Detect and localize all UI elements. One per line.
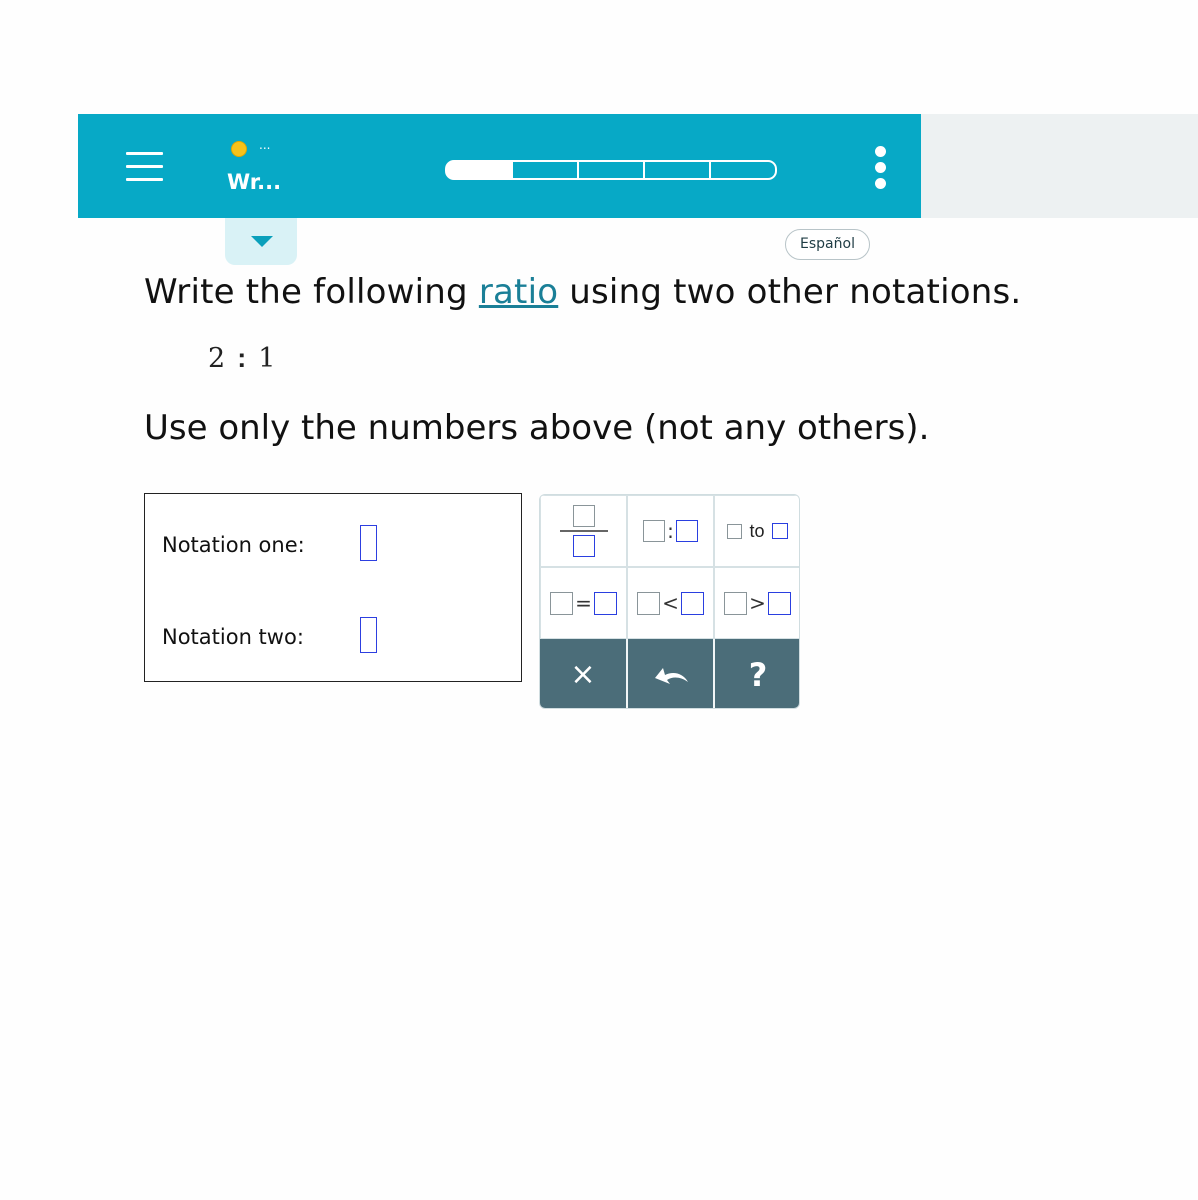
given-ratio bbox=[208, 343, 275, 374]
progress-segment bbox=[511, 160, 579, 180]
box-icon bbox=[727, 524, 742, 539]
progress-segment bbox=[643, 160, 711, 180]
question-prefix: Write the following bbox=[144, 272, 479, 312]
clear-button[interactable] bbox=[540, 639, 626, 709]
answer-box bbox=[144, 493, 522, 682]
expand-details-button[interactable] bbox=[225, 218, 297, 265]
box-icon bbox=[550, 592, 573, 615]
help-icon: ? bbox=[748, 655, 768, 694]
topic-title[interactable]: Wr... bbox=[227, 170, 282, 194]
box-icon bbox=[637, 592, 660, 615]
status-text: ... bbox=[259, 138, 271, 152]
to-word: to bbox=[749, 520, 765, 541]
instruction-text: Use only the numbers above (not any others). bbox=[144, 408, 930, 448]
help-button[interactable] bbox=[715, 639, 800, 709]
to-notation-key[interactable] bbox=[714, 495, 800, 567]
question-text bbox=[144, 272, 1021, 312]
undo-icon bbox=[651, 662, 691, 688]
hamburger-menu-icon[interactable] bbox=[126, 152, 163, 182]
progress-segment bbox=[445, 160, 513, 180]
less-than-key[interactable] bbox=[627, 567, 714, 639]
numerator-box-icon bbox=[573, 505, 595, 527]
undo-button[interactable] bbox=[628, 639, 713, 709]
colon-symbol: : bbox=[667, 519, 674, 543]
notation-two-field-wrap bbox=[145, 617, 521, 657]
progress-segment bbox=[709, 160, 777, 180]
box-icon bbox=[724, 592, 747, 615]
fraction-key[interactable] bbox=[540, 495, 627, 567]
notation-two-label: Notation two: bbox=[162, 625, 304, 649]
greater-than-key[interactable] bbox=[714, 567, 800, 639]
box-icon bbox=[681, 592, 704, 615]
notation-one-field-wrap bbox=[145, 525, 521, 565]
notation-one-input[interactable] bbox=[360, 525, 377, 561]
greater-than-symbol: > bbox=[749, 591, 766, 615]
equals-key[interactable] bbox=[540, 567, 627, 639]
box-icon bbox=[768, 592, 791, 615]
espanol-button[interactable]: Español bbox=[785, 229, 870, 260]
more-options-icon[interactable] bbox=[872, 146, 888, 190]
status-dot-icon bbox=[231, 141, 247, 157]
denominator-box-icon bbox=[573, 535, 595, 557]
progress-bar bbox=[445, 160, 775, 180]
colon-notation-key[interactable] bbox=[627, 495, 714, 567]
caret-down-icon bbox=[251, 236, 273, 247]
box-icon bbox=[643, 520, 665, 542]
math-keypad bbox=[539, 494, 800, 709]
box-icon bbox=[772, 523, 788, 539]
clear-icon: × bbox=[570, 657, 596, 692]
equals-symbol: = bbox=[575, 591, 592, 615]
less-than-symbol: < bbox=[662, 591, 679, 615]
notation-two-input[interactable] bbox=[360, 617, 377, 653]
progress-segment bbox=[577, 160, 645, 180]
question-suffix: using two other notations. bbox=[558, 272, 1022, 312]
notation-one-label: Notation one: bbox=[162, 533, 305, 557]
ratio-left: 2 bbox=[208, 343, 226, 374]
ratio-right: 1 bbox=[258, 343, 276, 374]
ratio-colon: : bbox=[237, 343, 247, 373]
top-bar bbox=[78, 114, 921, 218]
box-icon bbox=[676, 520, 698, 542]
top-bar-side-panel bbox=[921, 114, 1198, 218]
box-icon bbox=[594, 592, 617, 615]
fraction-bar-icon bbox=[560, 530, 608, 532]
ratio-link[interactable]: ratio bbox=[478, 272, 559, 312]
